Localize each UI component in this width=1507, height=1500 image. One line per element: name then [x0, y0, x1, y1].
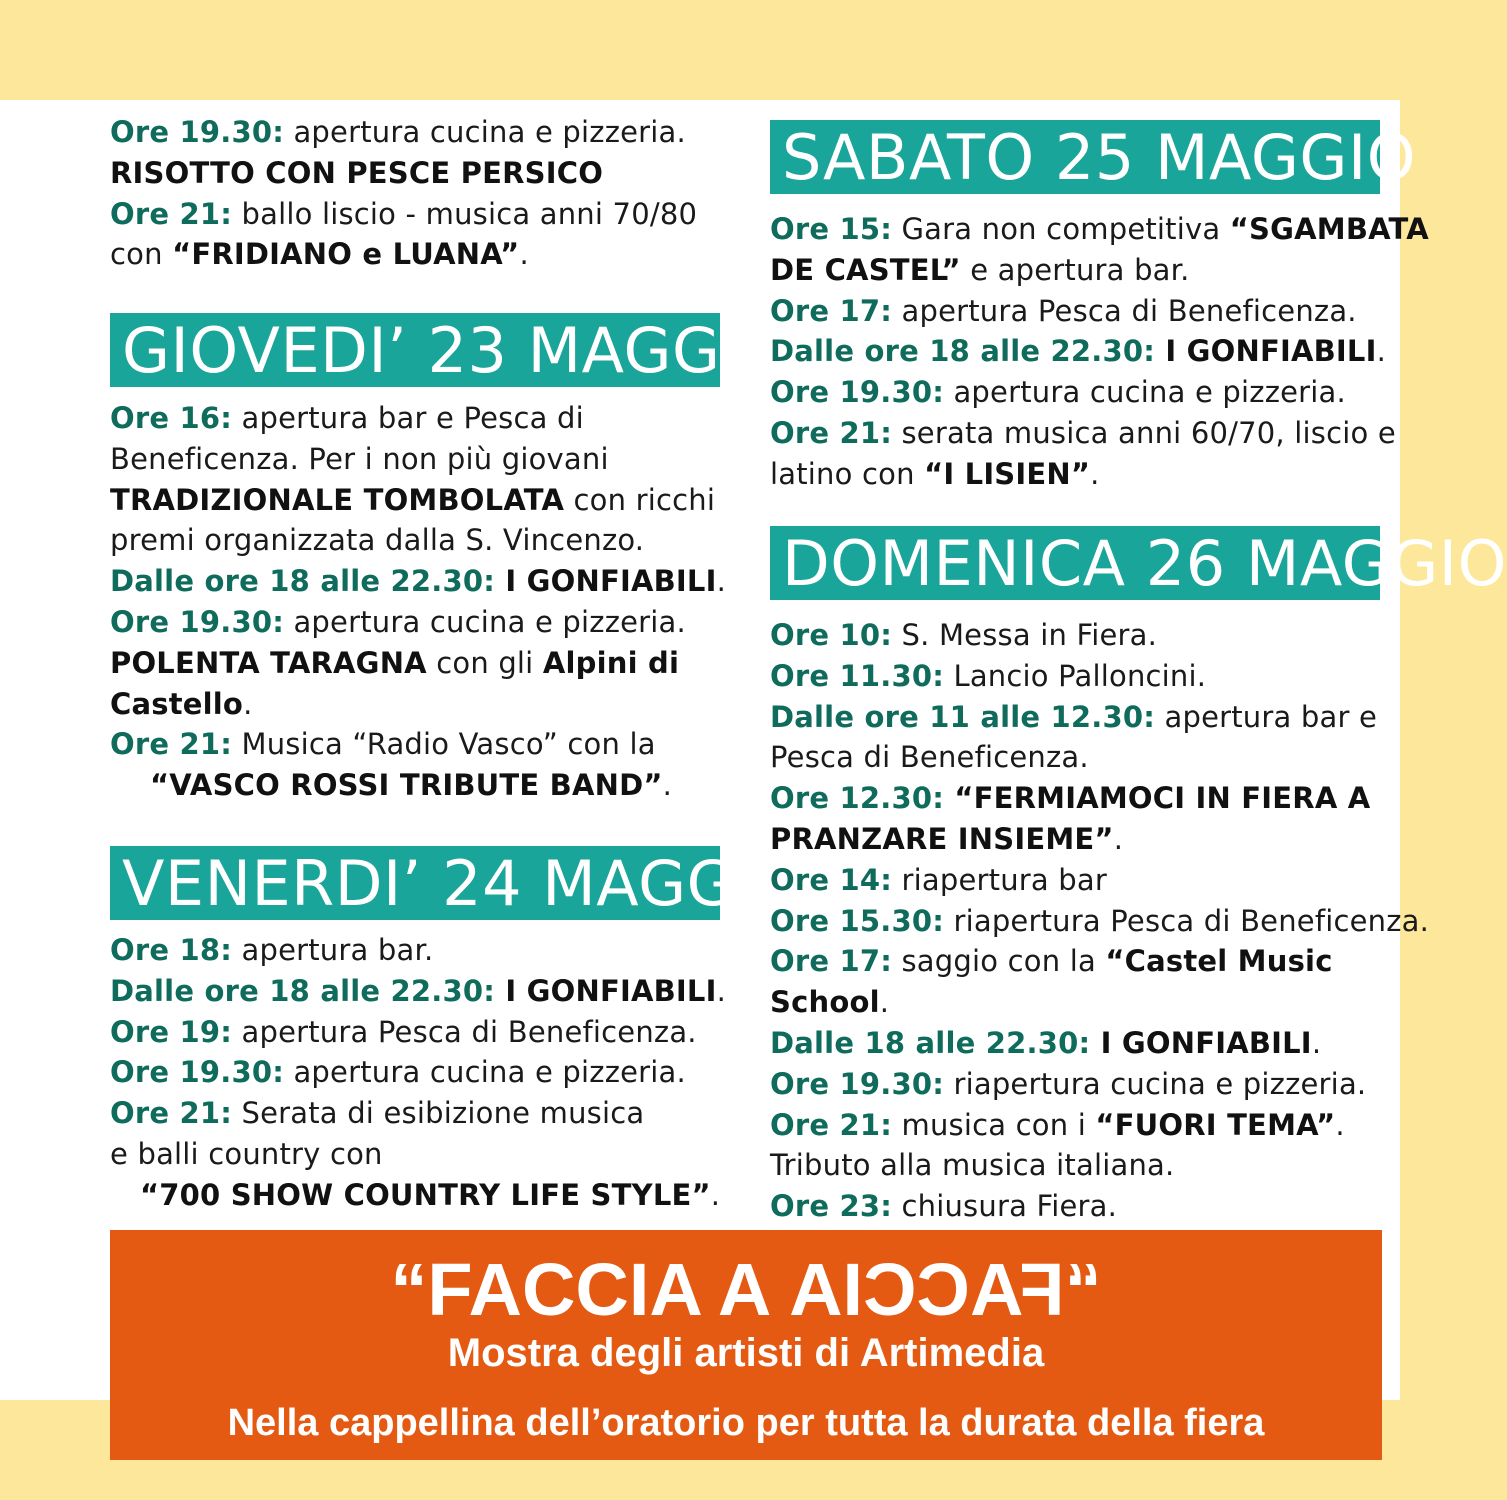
event-highlight: Alpini di: [542, 645, 680, 680]
program-line: [770, 737, 1382, 778]
event-text: apertura bar e: [1155, 699, 1378, 734]
time-label: Ore 19.30:: [110, 604, 285, 639]
event-text: ballo liscio - musica anni 70/80: [232, 196, 698, 231]
program-line: [770, 1145, 1382, 1186]
event-text: .: [710, 1177, 721, 1212]
banner-title: [110, 1248, 1382, 1332]
time-label: Ore 15.30:: [770, 903, 945, 938]
event-highlight: TRADIZIONALE TOMBOLATA: [110, 482, 565, 517]
program-line: [110, 520, 720, 561]
program-line: [110, 684, 720, 725]
event-text: .: [879, 985, 890, 1020]
time-label: Ore 17:: [770, 293, 893, 328]
event-text: S. Messa in Fiera.: [892, 618, 1158, 652]
program-line: [110, 398, 720, 439]
event-text: .: [1335, 1107, 1345, 1142]
time-label: Ore 21:: [770, 415, 893, 450]
event-text: Pesca di Beneficenza.: [770, 740, 1089, 775]
time-label: Ore 19:: [110, 1014, 233, 1049]
program-line: [110, 561, 727, 602]
time-label: Ore 15:: [770, 212, 893, 246]
event-highlight: Castello: [110, 686, 244, 721]
program-line: [110, 480, 720, 521]
banner-title-mirrored: “FACCIA: [789, 1248, 1102, 1331]
event-highlight: “700 SHOW COUNTRY LIFE STYLE”: [140, 1177, 711, 1212]
event-text: serata musica anni 60/70, liscio e: [892, 415, 1396, 450]
event-highlight: PRANZARE INSIEME”: [770, 821, 1114, 856]
event-text: Beneficenza. Per i non più giovani: [110, 441, 609, 476]
event-highlight: “Castel Music: [1105, 944, 1333, 979]
event-highlight: School: [770, 985, 880, 1020]
event-text: .: [1090, 456, 1100, 491]
program-line: [110, 643, 720, 684]
time-label: Ore 12.30:: [770, 781, 945, 816]
banner-title-text: “FACCIA A: [390, 1248, 790, 1331]
event-highlight: “VASCO ROSSI TRIBUTE BAND”: [150, 768, 663, 803]
time-label: Ore 10:: [770, 618, 893, 652]
event-text: con ricchi: [564, 482, 716, 517]
program-line: [110, 724, 720, 765]
time-label: Ore 18:: [110, 933, 233, 967]
time-label: Dalle 18 alle 22.30:: [770, 1025, 1091, 1060]
event-text: .: [243, 686, 253, 721]
event-text: apertura cucina e pizzeria.: [284, 115, 686, 149]
event-highlight: I GONFIABILI: [1155, 334, 1377, 369]
event-text: apertura Pesca di Beneficenza.: [232, 1014, 697, 1049]
event-text: Serata di esibizione musica: [232, 1096, 645, 1131]
time-label: Ore 19.30:: [110, 115, 285, 149]
event-highlight: “I LISIEN”: [924, 456, 1091, 491]
program-line: [770, 778, 1382, 819]
program-line: [110, 602, 720, 643]
time-label: Dalle ore 18 alle 22.30:: [110, 564, 496, 599]
venerdi-program: [110, 930, 727, 1216]
event-highlight: DE CASTEL”: [770, 252, 961, 287]
program-line: [770, 1064, 1382, 1105]
event-text: musica con i: [892, 1107, 1096, 1142]
event-text: .: [519, 237, 529, 272]
program-line: [770, 941, 1382, 982]
event-highlight: “SGAMBATA: [1229, 212, 1429, 246]
program-line: [770, 1186, 1382, 1227]
event-text: riapertura cucina e pizzeria.: [944, 1066, 1367, 1101]
program-line: [770, 291, 1382, 332]
time-label: Ore 21:: [770, 1107, 893, 1142]
program-line: [110, 194, 720, 235]
event-text: riapertura Pesca di Beneficenza.: [944, 903, 1430, 938]
program-line: [110, 765, 720, 806]
time-label: Ore 19.30:: [770, 375, 945, 410]
event-text: e balli country con: [110, 1136, 383, 1171]
sabato-header: SABATO 25 MAGGIO: [770, 120, 1380, 194]
event-text: .: [1113, 821, 1124, 856]
event-text: Lancio Palloncini.: [944, 658, 1207, 693]
program-line: [770, 615, 1382, 656]
time-label: Ore 21:: [110, 1096, 233, 1131]
program-line: [110, 439, 720, 480]
program-line: [770, 656, 1382, 697]
event-highlight: I GONFIABILI: [1090, 1025, 1312, 1060]
event-text: saggio con la: [892, 944, 1106, 979]
venerdi-header: VENERDI’ 24 MAGGIO: [110, 846, 720, 920]
event-text: apertura bar e Pesca di: [232, 401, 584, 435]
event-text: riapertura bar: [892, 862, 1107, 897]
program-line: [770, 819, 1382, 860]
time-label: Ore 11.30:: [770, 658, 945, 693]
program-line: [110, 1134, 720, 1175]
time-label: Ore 23:: [770, 1189, 893, 1224]
event-text: .: [662, 768, 673, 803]
sabato-program: [770, 209, 1429, 495]
event-text: con: [110, 237, 173, 272]
program-line: [110, 971, 727, 1012]
time-label: Ore 14:: [770, 862, 893, 897]
banner-note: Nella cappellina dell’oratorio per tutta la durata della fiera: [227, 1402, 1265, 1444]
domenica-program: [770, 615, 1430, 1227]
time-label: Ore 21:: [110, 727, 233, 762]
program-line: [770, 331, 1387, 372]
time-label: Dalle ore 11 alle 12.30:: [770, 699, 1156, 734]
event-text: .: [716, 973, 727, 1008]
event-text: con gli: [426, 645, 543, 680]
event-text: apertura Pesca di Beneficenza.: [892, 293, 1357, 328]
program-line: [770, 454, 1382, 495]
event-text: Musica “Radio Vasco” con la: [232, 727, 656, 762]
program-line: [110, 1093, 720, 1134]
event-text: .: [1376, 334, 1387, 369]
event-text: Gara non competitiva: [892, 212, 1230, 246]
program-line: [110, 234, 720, 275]
event-highlight: “FUORI TEMA”: [1095, 1107, 1336, 1142]
event-highlight: RISOTTO CON PESCE PERSICO: [110, 155, 604, 190]
event-highlight: I GONFIABILI: [495, 564, 717, 599]
time-label: Ore 17:: [770, 944, 893, 979]
event-text: .: [716, 564, 727, 599]
program-line: [770, 982, 1382, 1023]
program-line: [110, 1012, 720, 1053]
time-label: Ore 16:: [110, 401, 233, 435]
event-text: chiusura Fiera.: [892, 1189, 1118, 1224]
program-line: [110, 153, 720, 194]
program-line: [110, 1175, 720, 1216]
giovedi-header: GIOVEDI’ 23 MAGGIO: [110, 313, 720, 387]
event-highlight: “FRIDIANO e LUANA”: [172, 237, 520, 272]
event-text: latino con: [770, 456, 925, 491]
giovedi-program: [110, 398, 727, 806]
time-label: Ore 19.30:: [770, 1066, 945, 1101]
program-line: [770, 860, 1382, 901]
event-text: apertura bar.: [232, 933, 434, 967]
event-text: e apertura bar.: [960, 252, 1190, 287]
program-line: [110, 1052, 720, 1093]
time-label: Ore 21:: [110, 196, 233, 231]
time-label: Dalle ore 18 alle 22.30:: [770, 334, 1156, 369]
event-text: apertura cucina e pizzeria.: [284, 1055, 686, 1090]
program-line: [770, 901, 1430, 942]
mercoledi-program: [110, 112, 720, 275]
program-line: [110, 930, 720, 971]
program-line: [110, 112, 720, 153]
program-line: [770, 1023, 1382, 1064]
event-highlight: POLENTA TARAGNA: [110, 645, 427, 680]
program-line: [770, 413, 1396, 454]
event-text: premi organizzata dalla S. Vincenzo.: [110, 523, 645, 558]
program-line: [770, 697, 1382, 738]
program-line: [770, 209, 1429, 250]
time-label: Ore 19.30:: [110, 1055, 285, 1090]
event-highlight: “FERMIAMOCI IN FIERA A: [944, 781, 1371, 816]
program-line: [770, 250, 1382, 291]
exhibition-banner: [110, 1230, 1382, 1460]
event-text: Tributo alla musica italiana.: [770, 1148, 1175, 1183]
program-line: [770, 1105, 1382, 1146]
program-line: [770, 372, 1382, 413]
time-label: Dalle ore 18 alle 22.30:: [110, 973, 496, 1008]
event-highlight: I GONFIABILI: [495, 973, 717, 1008]
event-text: .: [1311, 1025, 1322, 1060]
event-text: apertura cucina e pizzeria.: [944, 375, 1346, 410]
banner-subtitle: Mostra degli artisti di Artimedia: [447, 1331, 1045, 1375]
event-text: apertura cucina e pizzeria.: [284, 604, 686, 639]
domenica-header: DOMENICA 26 MAGGIO: [770, 526, 1380, 600]
